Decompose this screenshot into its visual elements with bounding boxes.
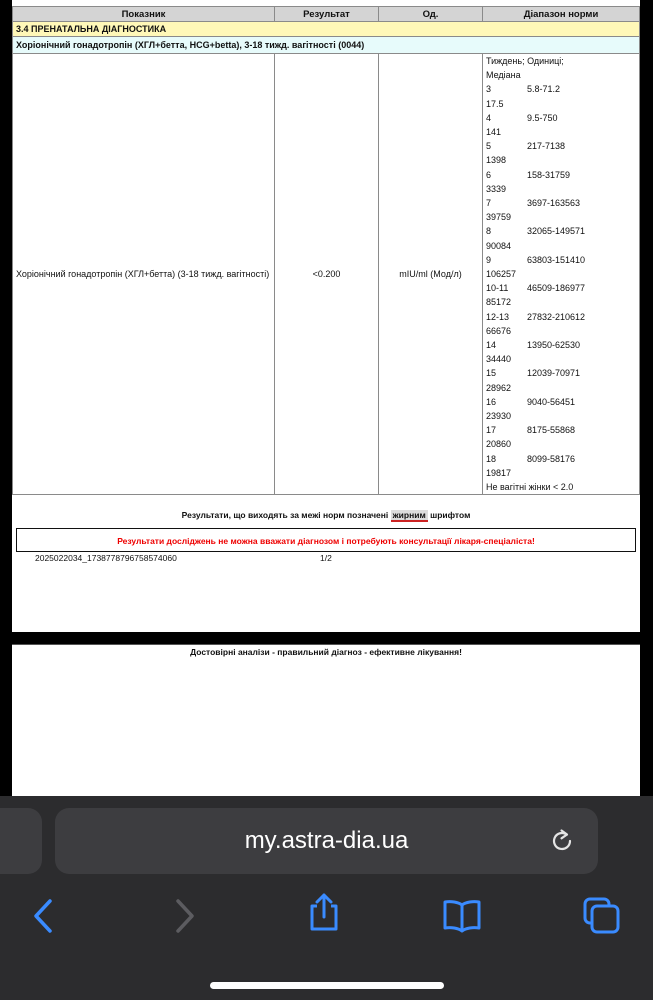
range-week-line	[486, 111, 636, 125]
range-value: 5.8-71.2	[527, 84, 561, 95]
range-value: 13950-62530	[527, 340, 581, 351]
address-bar[interactable]	[55, 808, 598, 874]
home-indicator[interactable]	[210, 982, 444, 989]
range-week-line	[486, 224, 636, 238]
range-week-line	[486, 452, 636, 466]
range-week-line	[486, 253, 636, 267]
range-median: 17.5	[486, 98, 504, 109]
share-icon[interactable]	[304, 892, 344, 932]
test-name: Хоріонічний гонадотропін (ХГЛ+бетта) (3-18 тижд. вагітності)	[13, 54, 275, 495]
range-median: 39759	[486, 212, 512, 223]
range-week: 8	[486, 226, 492, 237]
range-week: 14	[486, 340, 497, 351]
range-header-line: Медіана	[486, 70, 521, 81]
range-week-line	[486, 310, 636, 324]
header-reference-range: Діапазон норми	[483, 7, 640, 22]
bookmarks-icon[interactable]	[442, 896, 482, 936]
header-unit: Од.	[379, 7, 483, 22]
range-median: 66676	[486, 325, 512, 336]
range-value: 158-31759	[527, 169, 571, 180]
range-week: 15	[486, 368, 497, 379]
range-week-line	[486, 366, 636, 380]
range-median: 28962	[486, 382, 512, 393]
header-result: Результат	[275, 7, 379, 22]
test-group-title: Хоріонічний гонадотропін (ХГЛ+бетта, HCG+betta), 3-18 тижд. вагітності (0044)	[13, 37, 640, 54]
report-page-1	[12, 0, 640, 632]
range-median: 3339	[486, 183, 507, 194]
range-median: 23930	[486, 411, 512, 422]
range-median: 106257	[486, 269, 517, 280]
range-median: 34440	[486, 354, 512, 365]
range-week: 12-13	[486, 311, 510, 322]
range-week: 3	[486, 84, 492, 95]
range-median: 141	[486, 127, 502, 138]
reference-range-cell	[483, 54, 640, 495]
test-unit: mIU/ml (Мод/л)	[379, 54, 483, 495]
test-group-row	[13, 37, 640, 54]
table-row	[13, 54, 640, 495]
range-week: 5	[486, 141, 492, 152]
url-text[interactable]: my.astra-dia.ua	[244, 827, 409, 854]
back-icon[interactable]	[24, 896, 64, 936]
range-value: 27832-210612	[527, 311, 586, 322]
range-week-line	[486, 196, 636, 210]
tabs-icon[interactable]	[582, 896, 622, 936]
range-median: 90084	[486, 240, 512, 251]
range-week: 9	[486, 254, 492, 265]
test-result: <0.200	[275, 54, 379, 495]
range-median: 85172	[486, 297, 512, 308]
section-row	[13, 22, 640, 37]
range-median: 1398	[486, 155, 507, 166]
range-week-line	[486, 139, 636, 153]
range-week: 16	[486, 396, 497, 407]
range-value: 3697-163563	[527, 198, 581, 209]
disclaimer-box: Результати досліджень не можна вважати діагнозом і потребують консультації лікаря-спеціаліста!	[16, 528, 636, 552]
range-value: 8175-55868	[527, 425, 576, 436]
legend-note	[12, 510, 640, 520]
forward-icon[interactable]	[164, 896, 204, 936]
range-value: 9040-56451	[527, 396, 576, 407]
range-week: 10-11	[486, 283, 509, 294]
reload-icon[interactable]	[548, 827, 576, 855]
range-value: 12039-70971	[527, 368, 581, 379]
range-value: 46509-186977	[527, 283, 586, 294]
browser-toolbar	[0, 796, 653, 1000]
range-week: 18	[486, 453, 497, 464]
document-id: 2025022034_1738778796758574060	[35, 553, 177, 563]
legend-note-prefix: Результати, що виходять за межі норм позначені	[181, 510, 389, 520]
range-week-line	[486, 281, 636, 295]
table-header-row	[13, 7, 640, 22]
range-week-line	[486, 82, 636, 96]
range-week: 4	[486, 112, 492, 123]
legend-note-suffix: шрифтом	[430, 510, 471, 520]
legend-bold-sample: жирним	[392, 510, 426, 520]
range-week-line	[486, 395, 636, 409]
range-value: 9.5-750	[527, 112, 558, 123]
range-list	[486, 82, 636, 480]
range-week: 7	[486, 198, 492, 209]
range-week-line	[486, 423, 636, 437]
range-value: 8099-58176	[527, 453, 576, 464]
slogan: Достовірні аналізи - правильний діагноз - ефективне лікування!	[190, 647, 462, 657]
report-page-2	[12, 644, 640, 805]
range-week-line	[486, 338, 636, 352]
range-week: 6	[486, 169, 492, 180]
section-title: 3.4 ПРЕНАТАЛЬНА ДІАГНОСТИКА	[13, 22, 640, 37]
range-median: 20860	[486, 439, 512, 450]
results-table	[12, 6, 640, 495]
non-pregnant-range: Не вагітні жінки < 2.0	[486, 482, 574, 493]
range-header-line: Тиждень; Одиниці;	[486, 56, 564, 66]
previous-tab-preview[interactable]	[0, 808, 42, 874]
range-value: 32065-149571	[527, 226, 586, 237]
page-number: 1/2	[320, 553, 332, 563]
range-value: 63803-151410	[527, 254, 586, 265]
range-median: 19817	[486, 467, 512, 478]
range-week-line	[486, 168, 636, 182]
range-week: 17	[486, 425, 497, 436]
header-indicator: Показник	[13, 7, 275, 22]
range-value: 217-7138	[527, 141, 566, 152]
